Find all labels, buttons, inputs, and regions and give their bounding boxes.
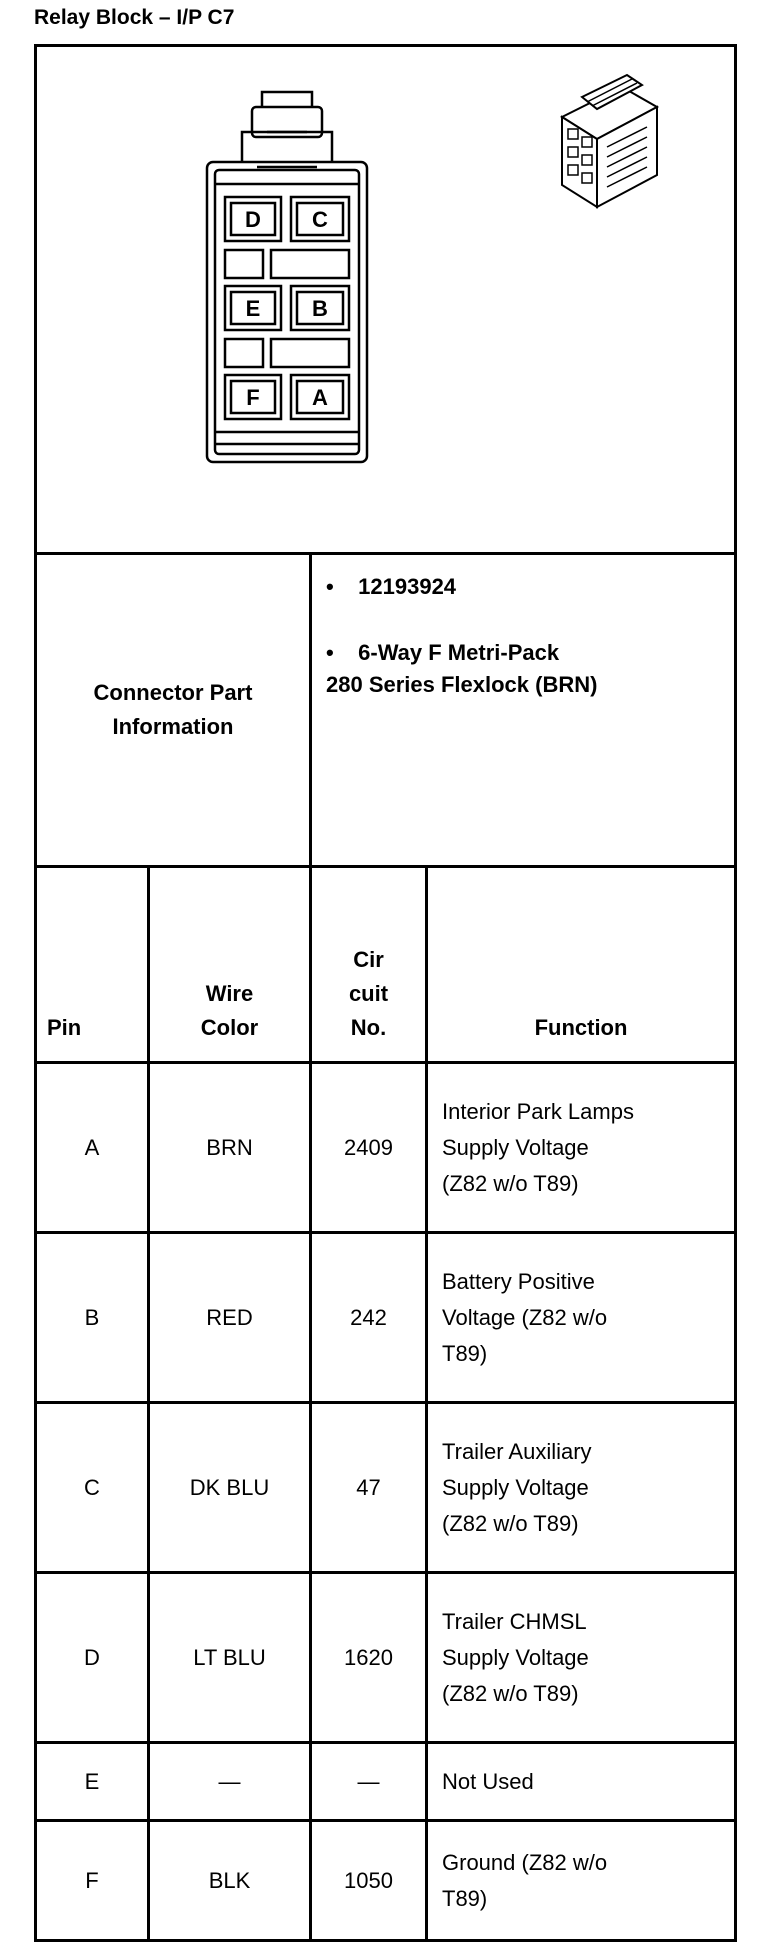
header-wire-color [149,867,311,1063]
part-number: 12193924 [358,574,457,599]
function-line: Ground (Z82 w/o [442,1849,608,1875]
function-cell [427,1233,736,1403]
function-line: Supply Voltage [442,1134,589,1160]
connector-isometric-illustration [542,57,672,217]
circuit-cell: 242 [311,1233,427,1403]
pin-label-c: C [312,207,328,232]
wire-color-cell: BRN [149,1063,311,1233]
table-row [36,1743,736,1821]
connector-part-info-label [36,554,311,867]
function-line: Not Used [442,1768,534,1794]
circuit-cell: — [311,1743,427,1821]
bullet-marker: • [326,640,334,665]
connector-part-info-label-line1: Connector Part [93,680,253,705]
function-line: Trailer Auxiliary [442,1438,592,1464]
pin-label-e: E [245,296,261,321]
header-circuit-no [311,867,427,1063]
function-line: (Z82 w/o T89) [442,1680,579,1706]
pin-cell: C [36,1403,149,1573]
connector-part-info-details [311,554,736,867]
bullet-marker: • [326,574,334,599]
description-line [326,637,734,669]
pin-cell: B [36,1233,149,1403]
connector-description-line2: 280 Series Flexlock (BRN) [326,672,598,697]
page-title: Relay Block – I/P C7 [34,6,235,29]
circuit-cell: 1050 [311,1821,427,1941]
wire-color-cell: RED [149,1233,311,1403]
function-line: Supply Voltage [442,1644,589,1670]
function-line: Voltage (Z82 w/o [442,1304,608,1330]
table-row [36,1233,736,1403]
wire-color-cell: — [149,1743,311,1821]
function-cell [427,1403,736,1573]
header-wire-color-line2: Color [200,1015,259,1040]
header-pin: Pin [36,867,149,1063]
function-cell [427,1743,736,1821]
pin-cell: A [36,1063,149,1233]
pin-label-f: F [246,385,260,410]
connector-sheet [34,44,734,1911]
part-number-line [326,571,734,603]
function-line: Supply Voltage [442,1474,589,1500]
function-cell [427,1063,736,1233]
function-line: T89) [442,1340,488,1366]
header-wire-color-line1: Wire [205,981,254,1006]
function-line: Interior Park Lamps [442,1098,634,1124]
header-circuit-line1: Cir [353,947,384,972]
function-line: T89) [442,1885,488,1911]
wire-color-cell: DK BLU [149,1403,311,1573]
circuit-cell: 2409 [311,1063,427,1233]
header-function: Function [427,867,736,1063]
header-circuit-line2: cuit [348,981,389,1006]
pin-label-d: D [245,207,261,232]
table-row [36,1403,736,1573]
function-cell [427,1821,736,1941]
pin-label-b: B [312,296,328,321]
connector-description-line1: 6-Way F Metri-Pack [358,640,560,665]
function-line: Battery Positive [442,1268,595,1294]
circuit-cell: 47 [311,1403,427,1573]
circuit-cell: 1620 [311,1573,427,1743]
pin-label-a: A [312,385,328,410]
pin-cell: E [36,1743,149,1821]
table-row [36,1821,736,1941]
wire-color-cell: BLK [149,1821,311,1941]
connector-part-info-label-line2: Information [112,714,234,739]
function-line: (Z82 w/o T89) [442,1510,579,1536]
function-line: (Z82 w/o T89) [442,1170,579,1196]
function-line: Trailer CHMSL [442,1608,587,1634]
header-circuit-line3: No. [350,1015,387,1040]
connector-diagram-cell [36,46,736,554]
table-row [36,1063,736,1233]
connector-face-diagram [187,72,387,472]
wire-color-cell: LT BLU [149,1573,311,1743]
pin-cell: F [36,1821,149,1941]
connector-table [34,44,737,1942]
function-cell [427,1573,736,1743]
pin-cell: D [36,1573,149,1743]
table-row [36,1573,736,1743]
